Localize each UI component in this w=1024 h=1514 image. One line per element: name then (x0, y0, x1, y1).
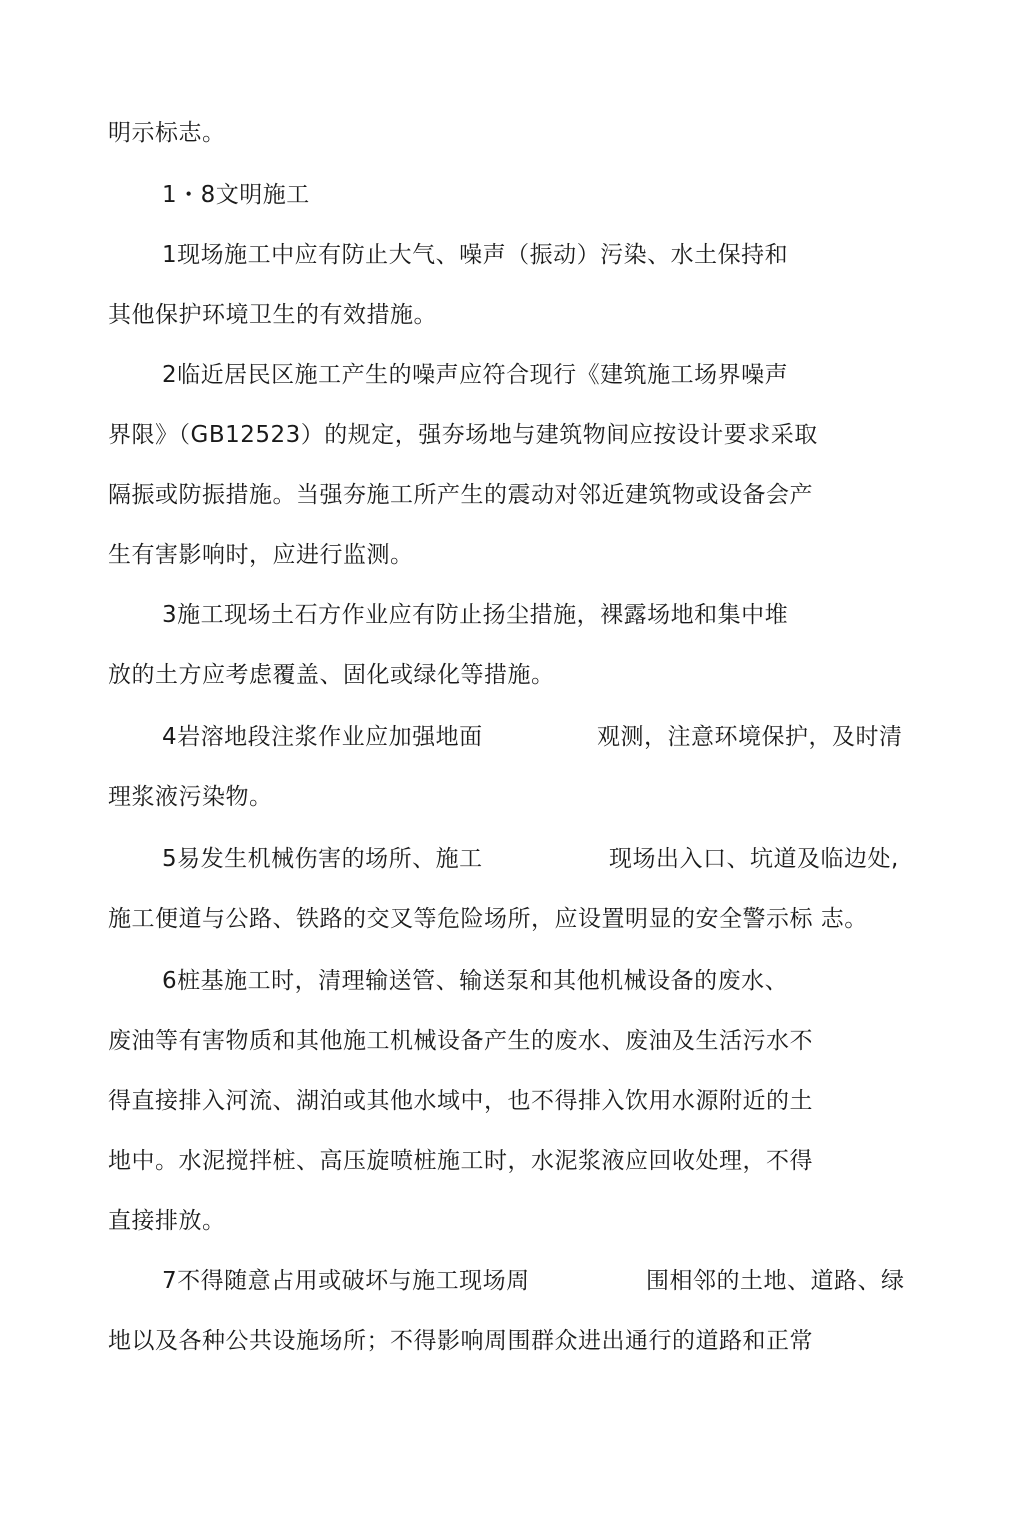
text-line: 废油等有害物质和其他施工机械设备产生的废水、废油及生活污水不 (108, 1028, 813, 1054)
text-line-continuation: 围相邻的土地、道路、绿 (646, 1268, 905, 1294)
text-line: 理浆液污染物。 (108, 784, 273, 810)
text-line-continuation: 观测，注意环境保护，及时清 (597, 724, 903, 750)
text-line: 2临近居民区施工产生的噪声应符合现行《建筑施工场界噪声 (162, 362, 789, 388)
text-line: 4岩溶地段注浆作业应加强地面 (162, 724, 483, 750)
text-line: 地中。水泥搅拌桩、高压旋喷桩施工时，水泥浆液应回收处理，不得 (108, 1148, 813, 1174)
text-line: 得直接排入河流、湖泊或其他水域中，也不得排入饮用水源附近的土 (108, 1088, 813, 1114)
text-line: 界限》（GB12523）的规定，强夯场地与建筑物间应按设计要求采取 (108, 422, 818, 448)
text-line: 生有害影响时，应进行监测。 (108, 542, 414, 568)
text-line: 5易发生机械伤害的场所、施工 (162, 846, 483, 872)
section-heading: 1・8文明施工 (162, 182, 310, 208)
text-line: 6桩基施工时，清理输送管、输送泵和其他机械设备的废水、 (162, 968, 789, 994)
text-line: 直接排放。 (108, 1208, 226, 1234)
text-line: 其他保护环境卫生的有效措施。 (108, 302, 437, 328)
text-line: 地以及各种公共设施场所；不得影响周围群众进出通行的道路和正常 (108, 1328, 813, 1354)
text-line-continuation: 现场出入口、坑道及临边处, (609, 846, 899, 872)
text-line: 放的土方应考虑覆盖、固化或绿化等措施。 (108, 662, 555, 688)
text-line: 1现场施工中应有防止大气、噪声（振动）污染、水土保持和 (162, 242, 789, 268)
text-line: 7不得随意占用或破坏与施工现场周 (162, 1268, 530, 1294)
text-line: 3施工现场土石方作业应有防止扬尘措施，裸露场地和集中堆 (162, 602, 789, 628)
text-line: 明示标志。 (108, 120, 226, 146)
text-line: 隔振或防振措施。当强夯施工所产生的震动对邻近建筑物或设备会产 (108, 482, 813, 508)
text-line: 施工便道与公路、铁路的交叉等危险场所，应设置明显的安全警示标 志。 (108, 906, 868, 932)
